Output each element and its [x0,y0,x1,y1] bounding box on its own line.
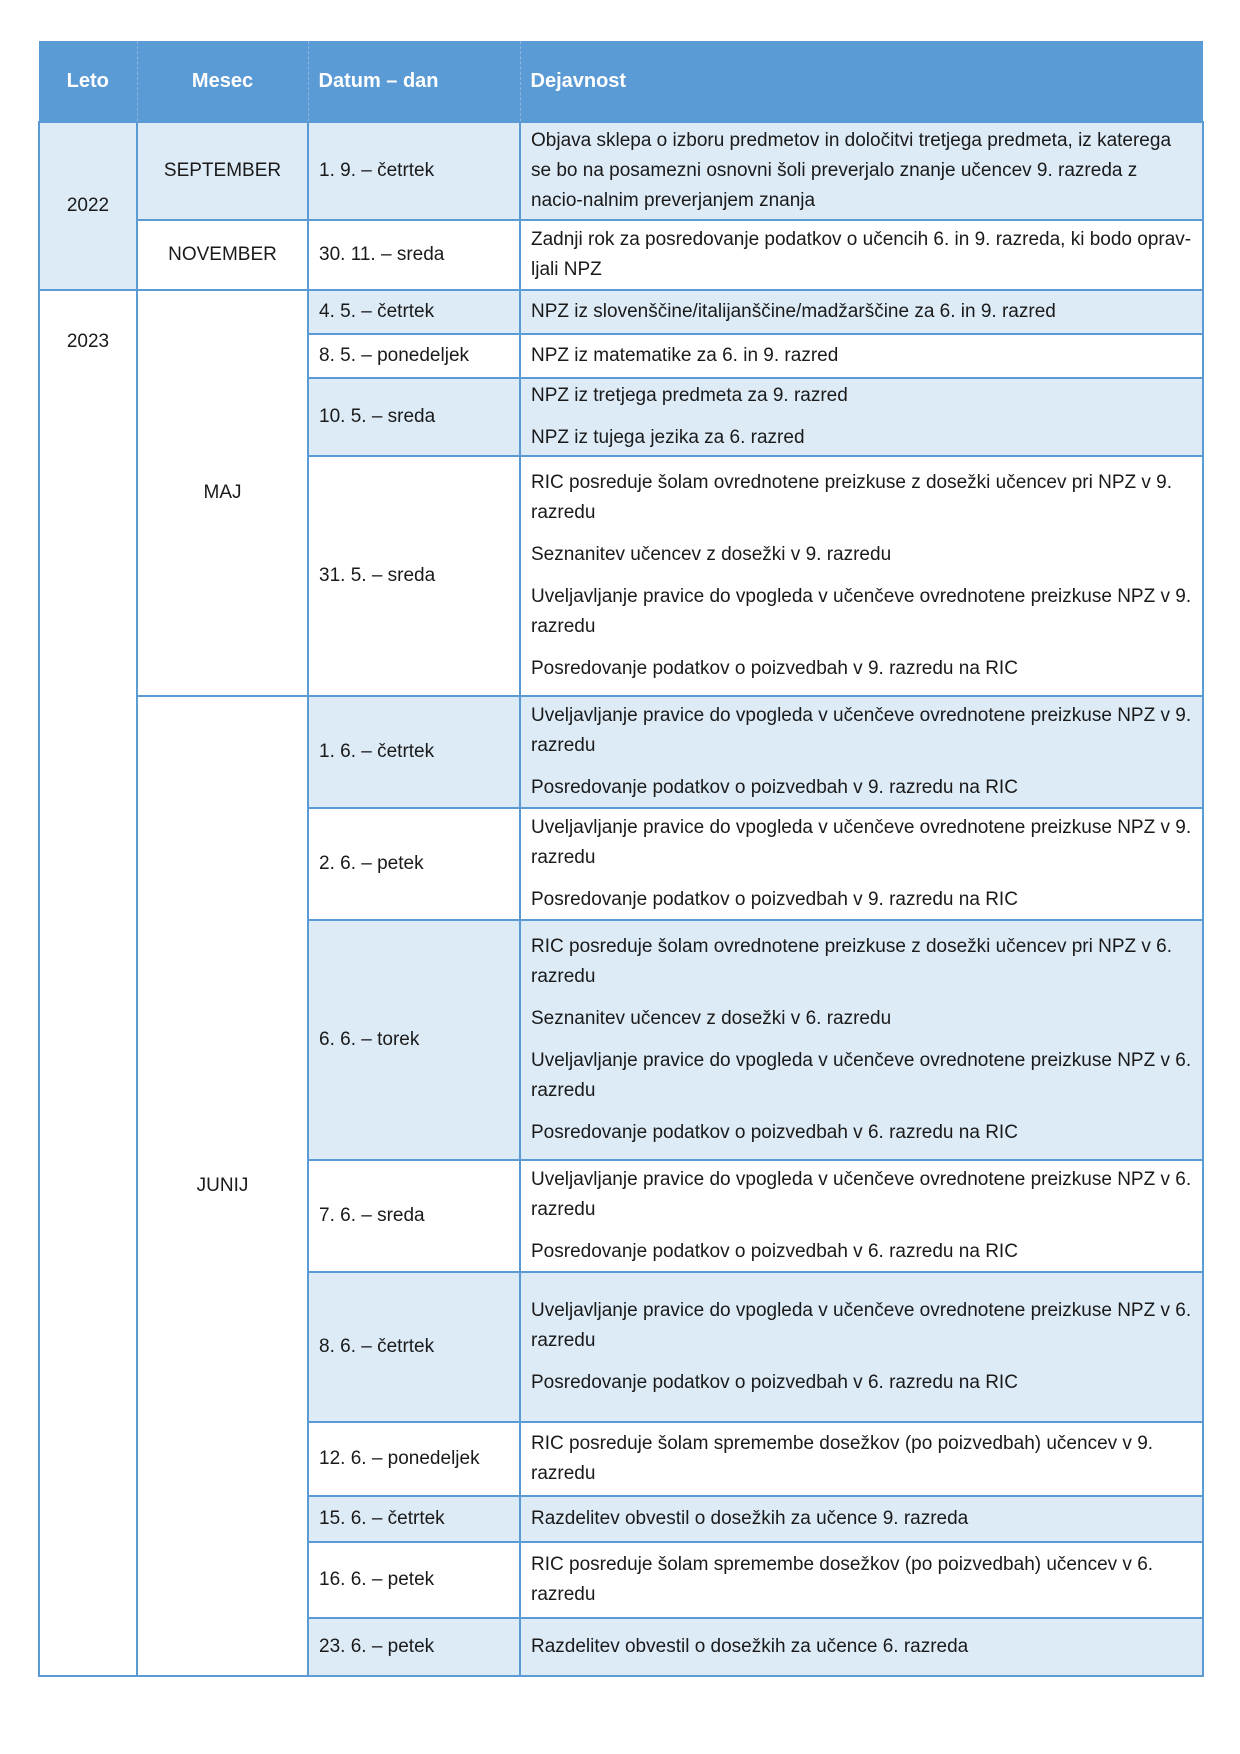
table-row [39,696,1203,808]
activity-cell [520,1272,1203,1422]
activity-text: Posredovanje podatkov o poizvedbah v 6. razredu na RIC [531,1241,1018,1262]
activity-text: NPZ iz tretjega predmeta za 9. razred [531,385,848,406]
year-cell-2022: 2022 [39,122,137,290]
activity-text: Uveljavljanje pravice do vpogleda v učenčeve ovrednotene preizkuse NPZ v 6. razredu [531,1169,1192,1220]
activity-cell [520,220,1203,290]
year-cell-2023: 2023 [39,290,137,1676]
date-cell: 10. 5. – sreda [308,378,520,456]
activity-cell [520,696,1203,808]
date-cell: 1. 9. – četrtek [308,122,520,220]
activity-text: Posredovanje podatkov o poizvedbah v 9. razredu na RIC [531,777,1018,798]
header-mesec: Mesec [137,41,308,122]
date-cell: 4. 5. – četrtek [308,290,520,334]
activity-text: Posredovanje podatkov o poizvedbah v 9. razredu na RIC [531,658,1018,679]
activity-text: Posredovanje podatkov o poizvedbah v 6. razredu na RIC [531,1372,1018,1393]
activity-text: RIC posreduje šolam spremembe dosežkov (po poizvedbah) učencev v 9. razredu [531,1433,1154,1484]
activity-text: NPZ iz matematike za 6. in 9. razred [531,345,839,366]
activity-text: Uveljavljanje pravice do vpogleda v učenčeve ovrednotene preizkuse NPZ v 9. razredu [531,817,1192,868]
activity-cell [520,290,1203,334]
activity-cell [520,920,1203,1160]
header-row [39,41,1203,122]
activity-text: Razdelitev obvestil o dosežkih za učence 9. razreda [531,1508,969,1529]
date-cell: 7. 6. – sreda [308,1160,520,1272]
activity-text: Uveljavljanje pravice do vpogleda v učenčeve ovrednotene preizkuse NPZ v 9. razredu [531,586,1192,637]
activity-cell [520,1160,1203,1272]
date-cell: 2. 6. – petek [308,808,520,920]
month-cell-junij: JUNIJ [137,696,308,1676]
schedule-table-wrapper [38,41,1202,1677]
activity-text: Razdelitev obvestil o dosežkih za učence 6. razreda [531,1636,969,1657]
activity-text: RIC posreduje šolam spremembe dosežkov (po poizvedbah) učencev v 6. razredu [531,1554,1154,1605]
activity-text: Seznanitev učencev z dosežki v 6. razredu [531,1008,892,1029]
date-cell: 12. 6. – ponedeljek [308,1422,520,1496]
activity-cell [520,456,1203,696]
date-cell: 1. 6. – četrtek [308,696,520,808]
activity-cell [520,1496,1203,1542]
activity-cell [520,378,1203,456]
table-row [39,290,1203,334]
activity-text: Uveljavljanje pravice do vpogleda v učenčeve ovrednotene preizkuse NPZ v 6. razredu [531,1050,1192,1101]
activity-cell [520,1422,1203,1496]
date-cell: 30. 11. – sreda [308,220,520,290]
header-leto: Leto [39,41,137,122]
activity-cell [520,122,1203,220]
activity-text: Uveljavljanje pravice do vpogleda v učenčeve ovrednotene preizkuse NPZ v 6. razredu [531,1300,1192,1351]
date-cell: 8. 6. – četrtek [308,1272,520,1422]
activity-text: Seznanitev učencev z dosežki v 9. razredu [531,544,892,565]
date-cell: 15. 6. – četrtek [308,1496,520,1542]
date-cell: 6. 6. – torek [308,920,520,1160]
activity-text: Objava sklepa o izboru predmetov in določitvi tretjega predmeta, iz katerega se bo na posamezni osnovni šoli preverjalo znanje učencev 9. razreda z nacio-nalnim preverjanjem znanja [531,130,1172,211]
activity-cell [520,334,1203,378]
activity-text: NPZ iz tujega jezika za 6. razred [531,427,805,448]
date-cell: 23. 6. – petek [308,1618,520,1676]
activity-text: Zadnji rok za posredovanje podatkov o učencih 6. in 9. razreda, ki bodo oprav-ljali NPZ [531,229,1192,280]
month-cell-september: SEPTEMBER [137,122,308,220]
activity-text: Posredovanje podatkov o poizvedbah v 6. razredu na RIC [531,1122,1018,1143]
schedule-table [38,41,1204,1677]
table-row [39,220,1203,290]
activity-text: Posredovanje podatkov o poizvedbah v 9. razredu na RIC [531,889,1018,910]
activity-cell [520,1618,1203,1676]
activity-cell [520,808,1203,920]
header-datum: Datum – dan [308,41,520,122]
activity-text: NPZ iz slovenščine/italijanščine/madžarščine za 6. in 9. razred [531,301,1056,322]
month-cell-november: NOVEMBER [137,220,308,290]
date-cell: 8. 5. – ponedeljek [308,334,520,378]
activity-text: Uveljavljanje pravice do vpogleda v učenčeve ovrednotene preizkuse NPZ v 9. razredu [531,705,1192,756]
header-dejavnost: Dejavnost [520,41,1203,122]
month-cell-maj: MAJ [137,290,308,696]
activity-text: RIC posreduje šolam ovrednotene preizkuse z dosežki učencev pri NPZ v 6. razredu [531,936,1173,987]
date-cell: 31. 5. – sreda [308,456,520,696]
activity-cell [520,1542,1203,1618]
date-cell: 16. 6. – petek [308,1542,520,1618]
table-row [39,122,1203,220]
activity-text: RIC posreduje šolam ovrednotene preizkuse z dosežki učencev pri NPZ v 9. razredu [531,472,1173,523]
